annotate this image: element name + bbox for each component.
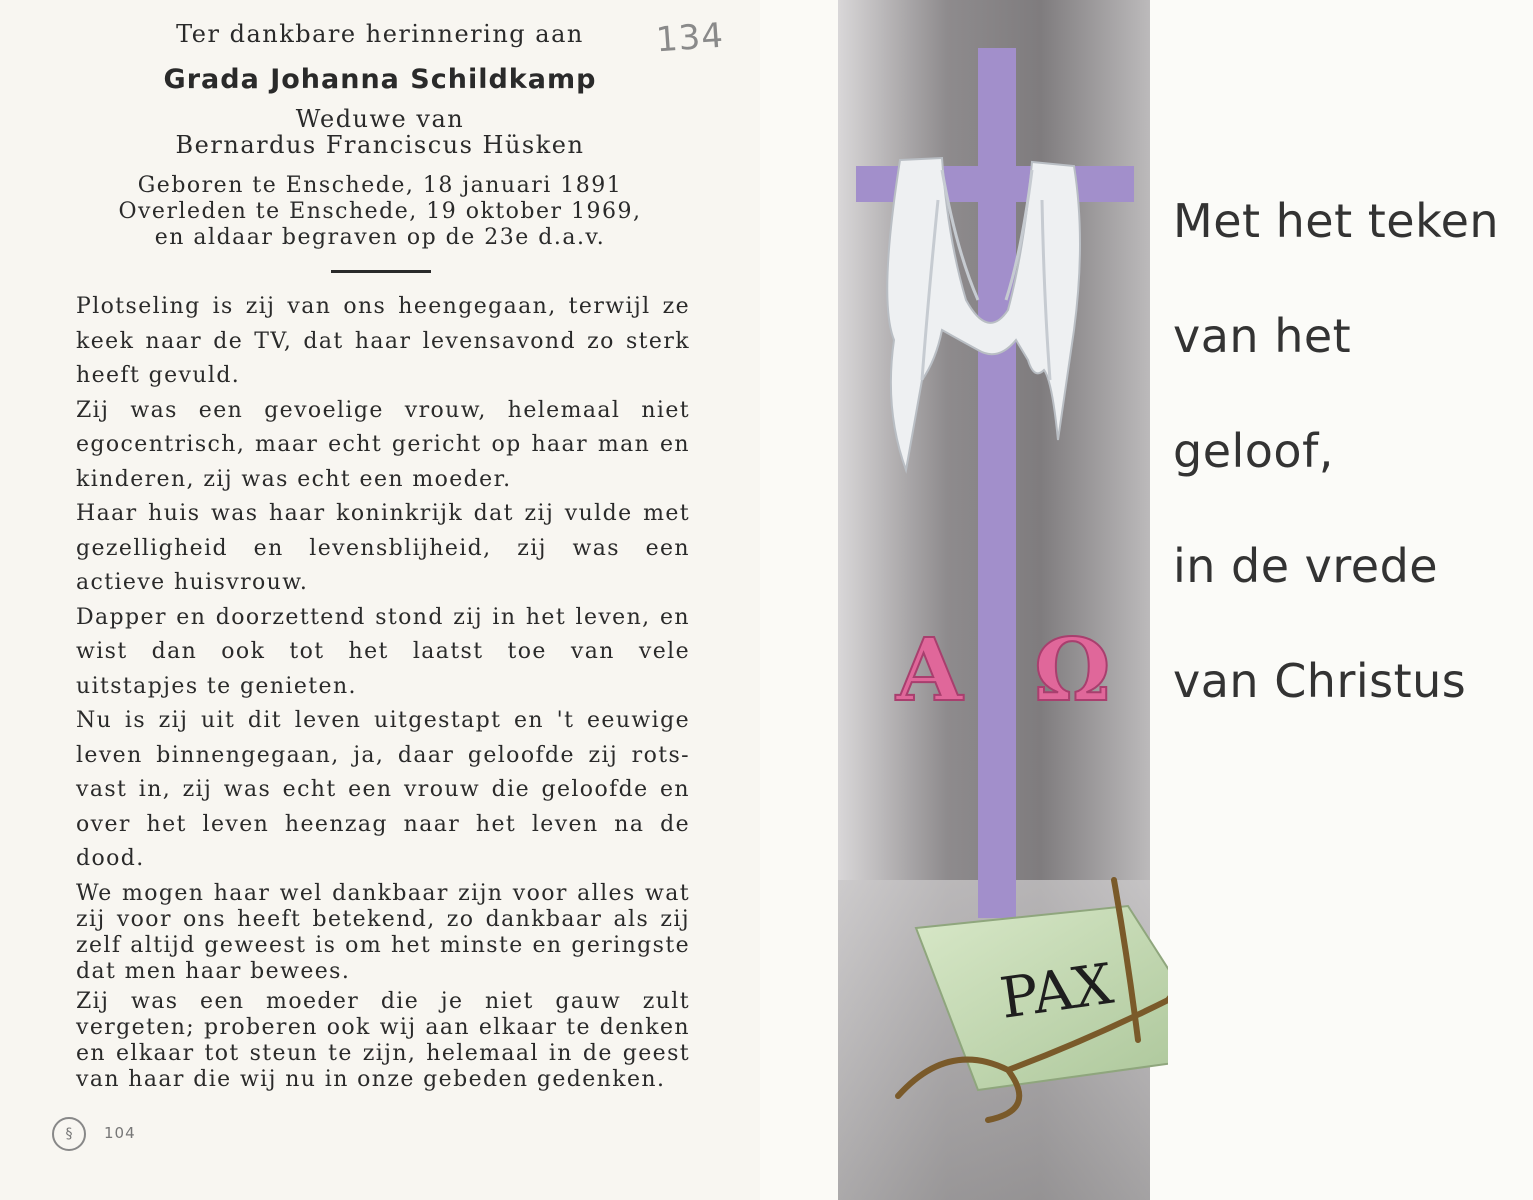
bio-paragraph: Zij was een gevoelige vrouw, helemaal niet egocentrisch, maar echt gericht op haar man en kinderen, zij was echt een moeder.	[76, 397, 690, 492]
alpha-symbol: A	[896, 620, 963, 721]
bio-paragraph: Dapper en doorzettend stond zij in het leven, en wist dan ook tot het laatst toe van vele uitstapjes te genieten.	[76, 604, 690, 699]
bio-paragraph: Nu is zij uit dit leven uitgestapt en 't eeuwige leven binnengegaan, ja, daar geloofde zij rots-vast in, zij was echt een vrouw die geloofde en over het leven heenzag naar het leven na de dood.	[76, 708, 690, 871]
spouse-name: Bernardus Franciscus Hüsken	[175, 131, 585, 159]
bio-paragraph: Plotseling is zij van ons heengegaan, terwijl ze keek naar de TV, dat haar levensavond zo sterk heeft gevuld.	[76, 294, 690, 388]
printer-code: 104	[104, 1124, 136, 1142]
biography	[76, 290, 690, 1093]
verse-line-4: in de vrede	[1173, 539, 1439, 593]
intro-line: Ter dankbare herinnering aan	[176, 20, 584, 48]
printer-seal-icon: §	[52, 1117, 86, 1151]
verse-line-5: van Christus	[1173, 654, 1467, 708]
divider	[331, 270, 431, 273]
pax-text: PAX	[996, 951, 1118, 1032]
deceased-name: Grada Johanna Schildkamp	[163, 64, 597, 95]
died-line: Overleden te Enschede, 19 oktober 1969,	[118, 199, 642, 224]
buried-line: en aldaar begraven op de 23e d.a.v.	[154, 225, 606, 250]
bio-paragraph: Haar huis was haar koninkrijk dat zij vulde met gezelligheid en levensblijheid, zij was een actieve huisvrouw.	[76, 501, 690, 595]
bio-paragraph: Zij was een moeder die je niet gauw zult vergeten; proberen ook wij aan elkaar te denken en elkaar tot steun te zijn, helemaal in de geest van haar die wij nu in onze gebeden gedenken.	[76, 988, 690, 1092]
widow-of-label: Weduwe van	[295, 105, 465, 133]
verse-line-2: van het	[1173, 309, 1352, 363]
bio-paragraph: We mogen haar wel dankbaar zijn voor alles wat zij voor ons heeft betekend, zo dankbaar als zij zelf altijd geweest is om het minste en geringste dat men haar bewees.	[76, 880, 690, 984]
omega-symbol: Ω	[1034, 620, 1111, 721]
handwritten-number: 134	[654, 15, 726, 61]
cross-illustration	[838, 0, 1168, 1200]
dates-block	[70, 173, 690, 251]
born-line: Geboren te Enschede, 18 januari 1891	[137, 173, 623, 198]
verse-line-3: geloof,	[1173, 424, 1334, 478]
card-fold	[760, 0, 838, 1200]
verse-line-1: Met het teken	[1173, 194, 1500, 248]
